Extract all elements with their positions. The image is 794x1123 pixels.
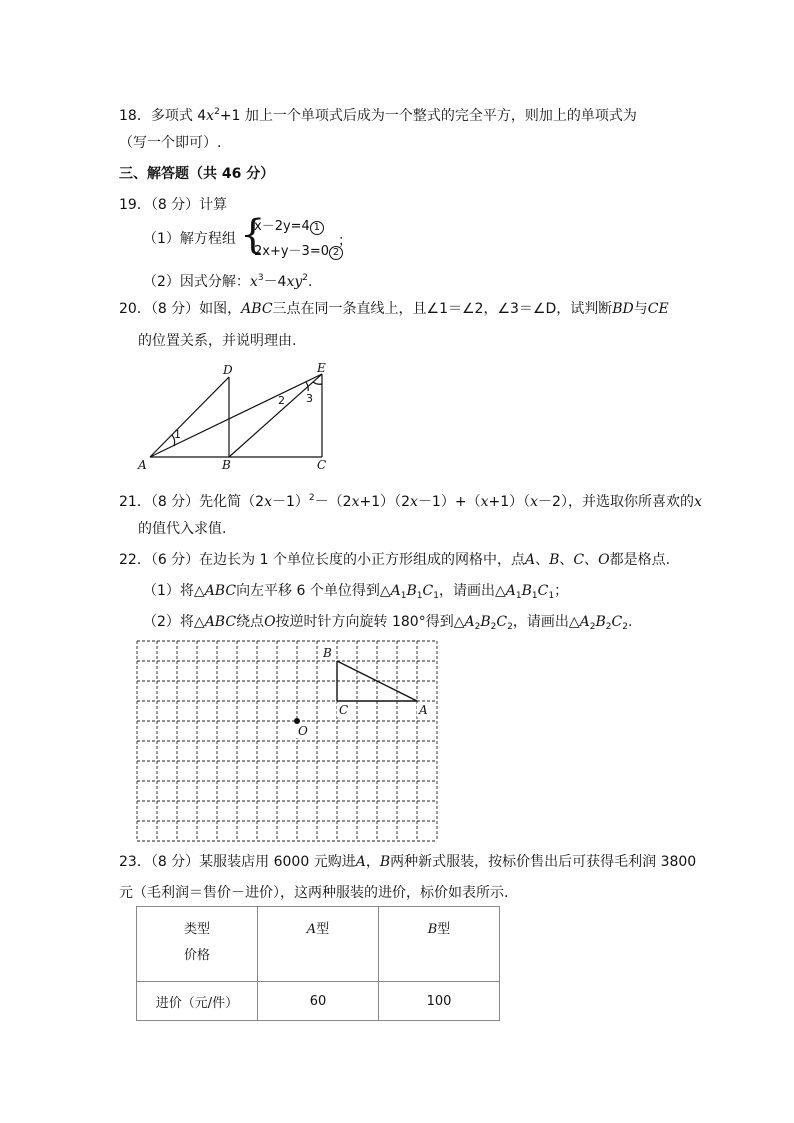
- q19-eq1: x－2y=4 1: [254, 217, 324, 237]
- q20-line1: 20．（8 分）如图，ABC三点在同一条直线上，且∠1＝∠2，∠3＝∠D，试判断BD与CE: [119, 301, 669, 317]
- dashed-grid: [137, 641, 437, 841]
- q21-line2: 的值代入求值.: [138, 521, 227, 537]
- label-angle-2: 2: [278, 394, 285, 407]
- segment-ad: [150, 377, 229, 457]
- label-a: A: [138, 458, 147, 472]
- label-c: C: [317, 458, 327, 472]
- q19-header: 19．（8 分）计算: [119, 197, 228, 213]
- label-angle-1: 1: [174, 428, 181, 441]
- q20-figure: [130, 362, 345, 477]
- q21-line1: 21．（8 分）先化简$(2x-1)^2-(2x+1)(2x-1)+(x+1)(x-2)$，并选取你所喜欢的x: [119, 493, 702, 510]
- q20-line2: 的位置关系，并说明理由.: [138, 333, 297, 349]
- q18-line1: 18．多项式 $4x^2+1$ 加上一个单项式后成为一个整式的完全平方，则加上的单项式为: [119, 107, 637, 124]
- price-table: [136, 906, 500, 1021]
- q19-part2: （2）因式分解：$x^3-4xy^2$.: [143, 273, 313, 290]
- q19-system-brace: {: [240, 212, 266, 258]
- grid-label-a: A: [419, 703, 428, 717]
- q22-grid-figure: [130, 636, 442, 846]
- table-header-b: B型: [379, 907, 500, 982]
- q22-line1: 22．（6 分）在边长为 1 个单位长度的小正方形组成的网格中，点A、B、C、O都是格点.: [119, 552, 671, 568]
- label-b: B: [222, 458, 231, 472]
- grid-label-o: O: [298, 724, 308, 738]
- table-cell-a: 60: [258, 982, 379, 1021]
- q19-part1-end: ；: [338, 233, 352, 249]
- table-header-a: A型: [258, 907, 379, 982]
- q18-line2: （写一个即可）.: [119, 135, 222, 151]
- q23-line2: 元（毛利润＝售价－进价），这两种服装的进价，标价如表所示.: [119, 885, 509, 901]
- table-row: [137, 907, 500, 982]
- q19-eq2: 2x+y－3=0 2: [254, 242, 343, 262]
- q22-part1: （1）将△ABC向左平移 6 个单位得到$\triangle A_1B_1C_1$，请画出$\triangle A_1B_1C_1$；: [143, 583, 569, 601]
- circled-2-icon: 2: [329, 246, 343, 260]
- q19-part1: （1）解方程组: [143, 231, 236, 247]
- grid-label-c: C: [339, 703, 349, 717]
- table-row: [137, 982, 500, 1021]
- q23-line1: 23．（8 分）某服装店用 6000 元购进A，B两种新式服装，按标价售出后可获得毛利润 3800: [119, 854, 697, 870]
- angle-3-arc: [313, 382, 322, 384]
- circled-1-icon: 1: [310, 221, 324, 235]
- table-cell-label: 进价（元/件）: [137, 982, 258, 1021]
- label-angle-3: 3: [306, 392, 313, 405]
- label-e: E: [317, 362, 326, 375]
- q22-part2: （2）将△ABC绕点O按逆时针方向旋转 180°得到$\triangle A_2B_2C_2$，请画出$\triangle A_2B_2C_2$.: [143, 614, 633, 632]
- table-cell-b: 100: [379, 982, 500, 1021]
- table-header-type-price: 类型 价格: [137, 907, 258, 982]
- segment-ae: [150, 374, 322, 457]
- label-d: D: [223, 363, 233, 377]
- grid-label-b: B: [323, 646, 332, 660]
- section-title: 三、解答题（共 46 分）: [119, 166, 275, 182]
